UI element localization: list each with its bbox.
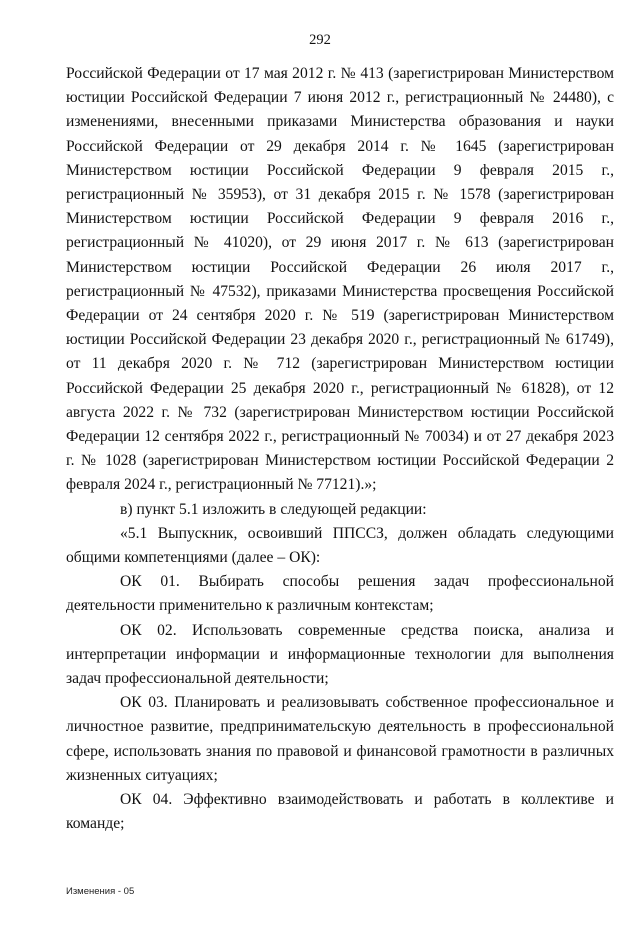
page-number: 292: [309, 32, 331, 48]
paragraph-ok-02: ОК 02. Использовать современные средства поиска, анализа и интерпретации информации и информационные технологии для выполнения задач профессиональной деятельности;: [66, 621, 614, 688]
paragraph-ok-01: ОК 01. Выбирать способы решения задач профессиональной деятельности применительно к различным контекстам;: [66, 573, 614, 615]
footer-note: Изменения - 05: [66, 886, 135, 897]
paragraph-5-1: «5.1 Выпускник, освоивший ППССЗ, должен обладать следующими общими компетенциями (далее – ОК):: [66, 524, 614, 567]
paragraph-ok-03: ОК 03. Планировать и реализовывать собственное профессиональное и личностное развитие, предпринимательскую деятельность в профессиональной сфере, использовать знания по правовой и финансовой грамотности в различных жизненных ситуациях;: [66, 694, 614, 784]
paragraph-continuation: Российской Федерации от 17 мая 2012 г. № 413 (зарегистрирован Министерством юстиции Российской Федерации 7 июня 2012 г., регистрационный № 24480), с изменениями, внесенными приказами Министерства образования и науки Российской Федерации от 29 декабря 2014 г. № 1645 (зарегистрирован Министерством юстиции Российской Федерации 9 февраля 2015 г., регистрационный № 35953), от 31 декабря 2015 г. № 1578 (зарегистрирован Министерством юстиции Российской Федерации 9 февраля 2016 г., регистрационный № 41020), от 29 июня 2017 г. № 613 (зарегистрирован Министерством юстиции Российской Федерации 26 июля 2017 г., регистрационный № 47532), приказами Министерства просвещения Российской Федерации от 24 сентября 2020 г. № 519 (зарегистрирован Министерством юстиции Российской Федерации 23 декабря 2020 г., регистрационный № 61749), от 11 декабря 2020 г. № 712 (зарегистрирован Министерством юстиции Российской Федерации 25 декабря 2020 г., регистрационный № 61828), от 12 августа 2022 г. № 732 (зарегистрирован Министерством юстиции Российской Федерации 12 сентября 2022 г., регистрационный № 70034) и от 27 декабря 2023 г. № 1028 (зарегистрирован Министерством юстиции Российской Федерации 2 февраля 2024 г., регистрационный № 77121).»;: [66, 65, 614, 494]
paragraph-ok-04: ОК 04. Эффективно взаимодействовать и работать в коллективе и команде;: [66, 791, 614, 833]
document-body: [66, 62, 614, 837]
paragraph-item-v: в) пункт 5.1 изложить в следующей редакции:: [120, 500, 427, 518]
